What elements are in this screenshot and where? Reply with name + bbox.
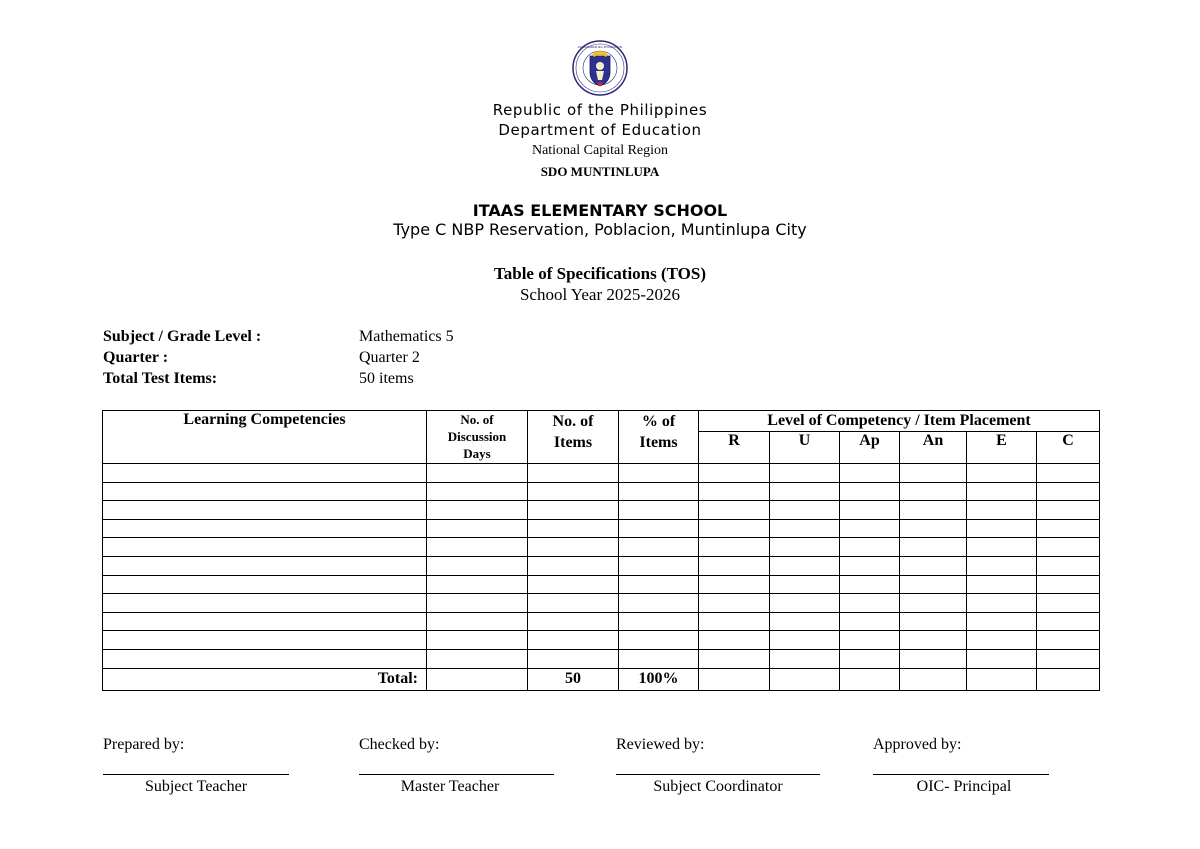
checked-by-label: Checked by:	[359, 736, 440, 753]
table-cell	[967, 464, 1037, 483]
total-items-label: Total Test Items:	[103, 370, 218, 387]
table-cell	[103, 649, 427, 668]
table-cell	[427, 612, 528, 631]
table-cell	[427, 575, 528, 594]
table-cell	[427, 519, 528, 538]
table-cell	[619, 649, 699, 668]
seal-text: KAGAWARAN NG EDUKASYON	[577, 45, 623, 49]
table-cell	[528, 538, 619, 557]
prepared-by-role: Subject Teacher	[144, 778, 248, 795]
col-header-days-line3: Days	[463, 446, 491, 461]
col-header-competencies: Learning Competencies	[103, 411, 427, 464]
table-row	[103, 631, 1100, 650]
table-cell	[967, 594, 1037, 613]
table-cell	[1037, 556, 1100, 575]
table-cell	[427, 464, 528, 483]
school-name: ITAAS ELEMENTARY SCHOOL	[472, 201, 728, 220]
reviewed-by-label: Reviewed by:	[616, 736, 705, 753]
table-cell	[840, 519, 900, 538]
table-cell	[528, 575, 619, 594]
table-cell	[840, 649, 900, 668]
table-cell	[770, 612, 840, 631]
table-cell	[619, 538, 699, 557]
approved-by-role: OIC- Principal	[916, 778, 1012, 795]
subject-value: Mathematics 5	[359, 328, 454, 345]
table-cell	[427, 556, 528, 575]
table-row	[103, 649, 1100, 668]
col-header-items-line1: No. of	[552, 413, 594, 430]
total-percent: 100%	[619, 668, 699, 690]
table-row	[103, 519, 1100, 538]
table-cell	[900, 482, 967, 501]
table-cell	[619, 631, 699, 650]
total-r	[699, 668, 770, 690]
table-cell	[699, 538, 770, 557]
approved-by-label: Approved by:	[873, 736, 962, 753]
table-cell	[619, 501, 699, 520]
table-cell	[840, 482, 900, 501]
table-cell	[427, 649, 528, 668]
total-u	[770, 668, 840, 690]
deped-seal-logo	[572, 40, 628, 96]
col-header-days	[427, 411, 528, 464]
prepared-by-label: Prepared by:	[103, 736, 185, 753]
level-c: C	[1037, 432, 1100, 464]
table-cell	[699, 649, 770, 668]
table-cell	[1037, 501, 1100, 520]
table-cell	[1037, 575, 1100, 594]
table-cell	[1037, 482, 1100, 501]
table-cell	[699, 612, 770, 631]
quarter-label: Quarter :	[103, 349, 169, 366]
table-cell	[840, 538, 900, 557]
tos-table	[102, 410, 1100, 691]
table-cell	[840, 501, 900, 520]
table-cell	[528, 519, 619, 538]
level-e: E	[967, 432, 1037, 464]
table-cell	[967, 482, 1037, 501]
table-cell	[619, 464, 699, 483]
table-cell	[900, 538, 967, 557]
table-cell	[967, 612, 1037, 631]
total-ap	[840, 668, 900, 690]
reviewed-by-role: Subject Coordinator	[653, 778, 783, 795]
table-cell	[427, 631, 528, 650]
total-an	[900, 668, 967, 690]
table-cell	[619, 519, 699, 538]
table-cell	[699, 482, 770, 501]
table-cell	[427, 501, 528, 520]
table-cell	[967, 556, 1037, 575]
table-cell	[770, 482, 840, 501]
header-region: National Capital Region	[531, 143, 669, 158]
total-items-value: 50 items	[359, 370, 414, 387]
table-cell	[840, 631, 900, 650]
table-cell	[900, 649, 967, 668]
table-cell	[770, 631, 840, 650]
table-row	[103, 501, 1100, 520]
level-r: R	[699, 432, 770, 464]
table-cell	[528, 594, 619, 613]
table-cell	[427, 538, 528, 557]
table-cell	[528, 649, 619, 668]
header-republic: Republic of the Philippines	[492, 101, 708, 119]
table-cell	[967, 631, 1037, 650]
total-e	[967, 668, 1037, 690]
table-cell	[619, 612, 699, 631]
table-cell	[103, 575, 427, 594]
quarter-value: Quarter 2	[359, 349, 420, 366]
checked-by-role: Master Teacher	[400, 778, 500, 795]
table-cell	[103, 538, 427, 557]
table-cell	[900, 612, 967, 631]
table-body	[103, 464, 1100, 669]
table-cell	[770, 538, 840, 557]
table-cell	[528, 482, 619, 501]
table-cell	[103, 464, 427, 483]
table-cell	[900, 519, 967, 538]
table-cell	[840, 464, 900, 483]
col-header-days-line2: Discussion	[447, 429, 507, 444]
table-row	[103, 482, 1100, 501]
document-title: Table of Specifications (TOS)	[493, 264, 707, 283]
table-row	[103, 612, 1100, 631]
approved-by-signature-line	[873, 774, 1049, 775]
table-cell	[840, 575, 900, 594]
table-cell	[103, 631, 427, 650]
total-days	[427, 668, 528, 690]
table-cell	[103, 556, 427, 575]
col-header-level: Level of Competency / Item Placement	[699, 411, 1100, 432]
col-header-percent-line1: % of	[641, 413, 676, 430]
table-cell	[1037, 538, 1100, 557]
table-cell	[770, 519, 840, 538]
table-cell	[840, 612, 900, 631]
table-cell	[840, 556, 900, 575]
table-cell	[900, 631, 967, 650]
table-cell	[770, 594, 840, 613]
table-cell	[770, 575, 840, 594]
col-header-days-line1: No. of	[460, 412, 494, 427]
table-cell	[699, 594, 770, 613]
level-an: An	[900, 432, 967, 464]
table-cell	[1037, 631, 1100, 650]
table-cell	[103, 501, 427, 520]
table-cell	[103, 594, 427, 613]
table-cell	[528, 556, 619, 575]
level-u: U	[770, 432, 840, 464]
col-header-percent	[619, 411, 699, 464]
col-header-items	[528, 411, 619, 464]
table-cell	[103, 482, 427, 501]
table-row	[103, 464, 1100, 483]
table-cell	[900, 501, 967, 520]
table-cell	[699, 501, 770, 520]
table-cell	[528, 464, 619, 483]
col-header-items-line2: Items	[553, 434, 593, 451]
table-cell	[619, 594, 699, 613]
table-cell	[699, 556, 770, 575]
level-ap: Ap	[840, 432, 900, 464]
table-cell	[619, 556, 699, 575]
table-cell	[900, 464, 967, 483]
table-cell	[1037, 464, 1100, 483]
table-cell	[528, 612, 619, 631]
total-items: 50	[528, 668, 619, 690]
header-department: Department of Education	[498, 121, 702, 139]
table-cell	[967, 519, 1037, 538]
table-cell	[699, 575, 770, 594]
table-cell	[1037, 612, 1100, 631]
table-cell	[967, 575, 1037, 594]
table-cell	[427, 482, 528, 501]
table-cell	[619, 575, 699, 594]
table-cell	[1037, 519, 1100, 538]
table-cell	[900, 556, 967, 575]
table-cell	[967, 501, 1037, 520]
table-row	[103, 556, 1100, 575]
table-cell	[619, 482, 699, 501]
subject-label: Subject / Grade Level :	[103, 328, 262, 345]
checked-by-signature-line	[359, 774, 554, 775]
table-cell	[770, 501, 840, 520]
table-cell	[770, 464, 840, 483]
school-year: School Year 2025-2026	[519, 285, 681, 304]
table-cell	[840, 594, 900, 613]
table-cell	[770, 649, 840, 668]
table-cell	[427, 594, 528, 613]
table-cell	[900, 594, 967, 613]
table-cell	[770, 556, 840, 575]
table-cell	[699, 519, 770, 538]
total-label: Total:	[103, 668, 427, 690]
table-cell	[967, 649, 1037, 668]
reviewed-by-signature-line	[616, 774, 820, 775]
table-cell	[1037, 649, 1100, 668]
table-cell	[967, 538, 1037, 557]
table-cell	[103, 612, 427, 631]
prepared-by-signature-line	[103, 774, 289, 775]
table-row	[103, 538, 1100, 557]
table-cell	[699, 631, 770, 650]
table-cell	[900, 575, 967, 594]
table-cell	[699, 464, 770, 483]
school-address: Type C NBP Reservation, Poblacion, Muntinlupa City	[393, 220, 807, 239]
table-cell	[528, 501, 619, 520]
header-division: SDO MUNTINLUPA	[540, 164, 660, 179]
table-row	[103, 575, 1100, 594]
table-cell	[1037, 594, 1100, 613]
col-header-percent-line2: Items	[639, 434, 678, 451]
table-cell	[528, 631, 619, 650]
table-row	[103, 594, 1100, 613]
total-row	[103, 668, 1100, 690]
table-cell	[103, 519, 427, 538]
total-c	[1037, 668, 1100, 690]
